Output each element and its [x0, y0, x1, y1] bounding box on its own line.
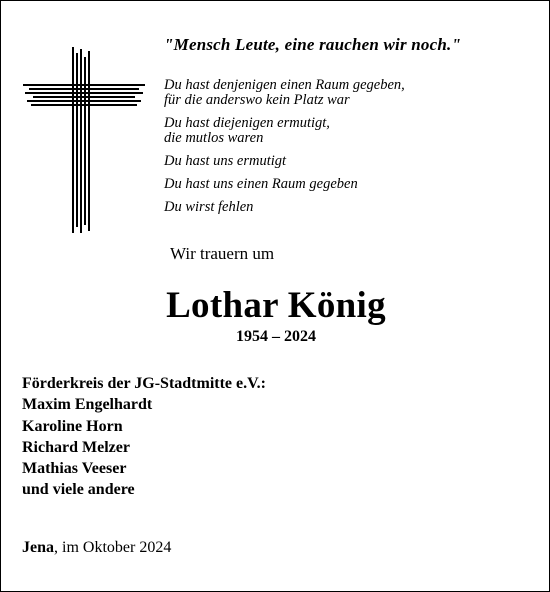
poem: [164, 78, 524, 223]
mourner-line: Karoline Horn: [22, 417, 123, 435]
cross-icon: [23, 47, 145, 233]
poem-stanza: [164, 200, 524, 215]
motto-quote: "Mensch Leute, eine rauchen wir noch.": [164, 35, 462, 54]
place-city: Jena: [22, 539, 54, 556]
poem-stanza: [164, 177, 524, 192]
poem-line: Du hast diejenigen ermutigt,: [164, 115, 330, 131]
deceased-years: 1954 – 2024: [236, 328, 316, 345]
mourner-line: Maxim Engelhardt: [22, 396, 153, 414]
poem-line: Du hast uns ermutigt: [164, 153, 287, 169]
deceased-name: Lothar König: [166, 285, 386, 326]
mourning-line: Wir trauern um: [170, 244, 275, 263]
poem-stanza: [164, 116, 524, 146]
poem-line: Du wirst fehlen: [164, 199, 254, 215]
mourner-line: Förderkreis der JG-Stadtmitte e.V.:: [22, 375, 266, 392]
poem-stanza: [164, 78, 524, 108]
poem-line: die mutlos waren: [164, 130, 264, 146]
mourner-line: und viele andere: [22, 481, 135, 499]
place-date: [22, 539, 171, 557]
place-date-text: , im Oktober 2024: [54, 539, 172, 556]
poem-line: für die anderswo kein Platz war: [164, 92, 350, 108]
mourner-line: Richard Melzer: [22, 438, 130, 456]
mourners-list: [22, 373, 266, 501]
poem-line: Du hast denjenigen einen Raum gegeben,: [164, 77, 405, 93]
poem-stanza: [164, 154, 524, 169]
poem-line: Du hast uns einen Raum gegeben: [164, 176, 358, 192]
mourner-line: Mathias Veeser: [22, 460, 127, 478]
